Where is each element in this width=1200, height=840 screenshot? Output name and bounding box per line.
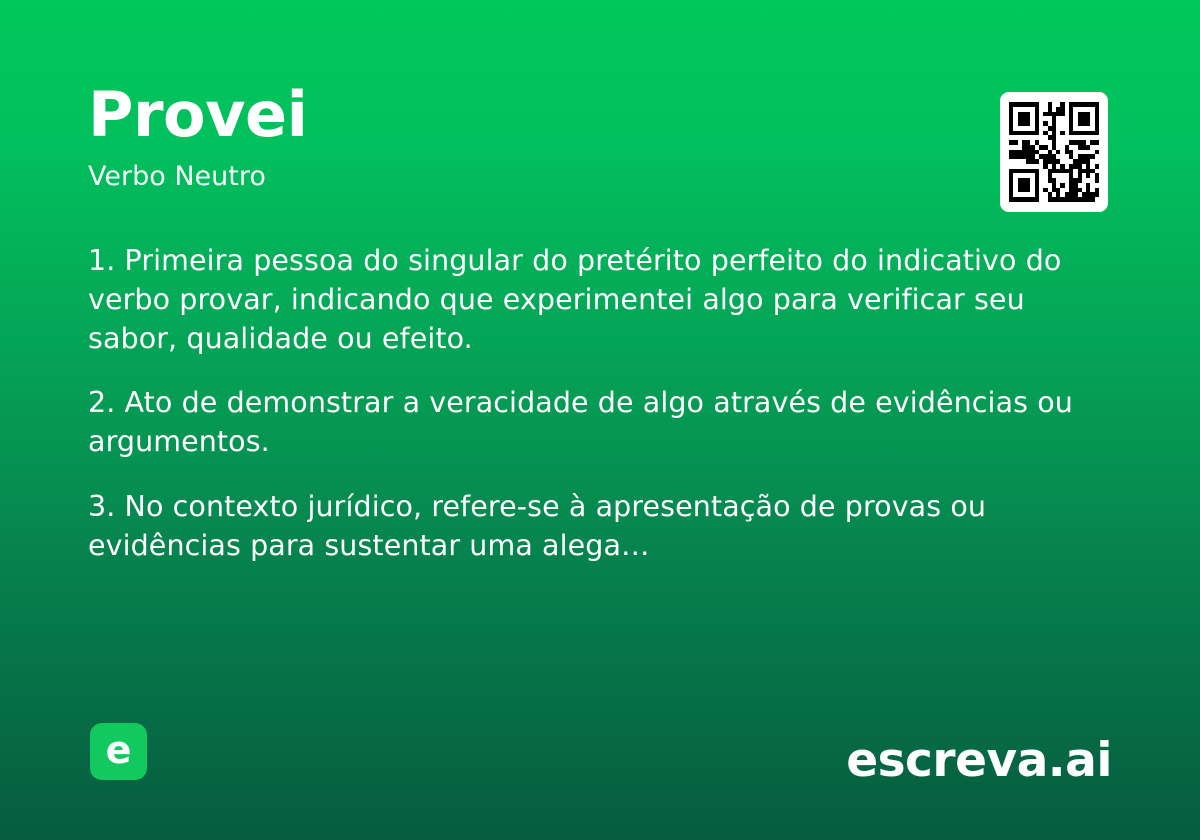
qr-code-pattern	[1009, 102, 1099, 202]
definition-item: 3. No contexto jurídico, refere-se à apresentação de provas ou evidências para sustentar uma alega…	[88, 489, 987, 562]
page-title: Provei	[88, 78, 308, 151]
qr-code-icon[interactable]	[1000, 92, 1108, 212]
card-header	[88, 78, 968, 193]
part-of-speech-label: Verbo Neutro	[88, 161, 266, 193]
definition-item: 2. Ato de demonstrar a veracidade de algo através de evidências ou argumentos.	[88, 386, 1073, 458]
brand-wordmark: escreva.ai	[846, 733, 1112, 788]
logo-letter: e	[105, 728, 132, 772]
definitions-list	[88, 242, 1113, 565]
logo-mark	[90, 723, 147, 780]
definition-item: 1. Primeira pessoa do singular do pretérito perfeito do indicativo do verbo provar, indicando que experimentei algo para verificar seu sabor, qualidade ou efeito.	[88, 244, 1062, 355]
